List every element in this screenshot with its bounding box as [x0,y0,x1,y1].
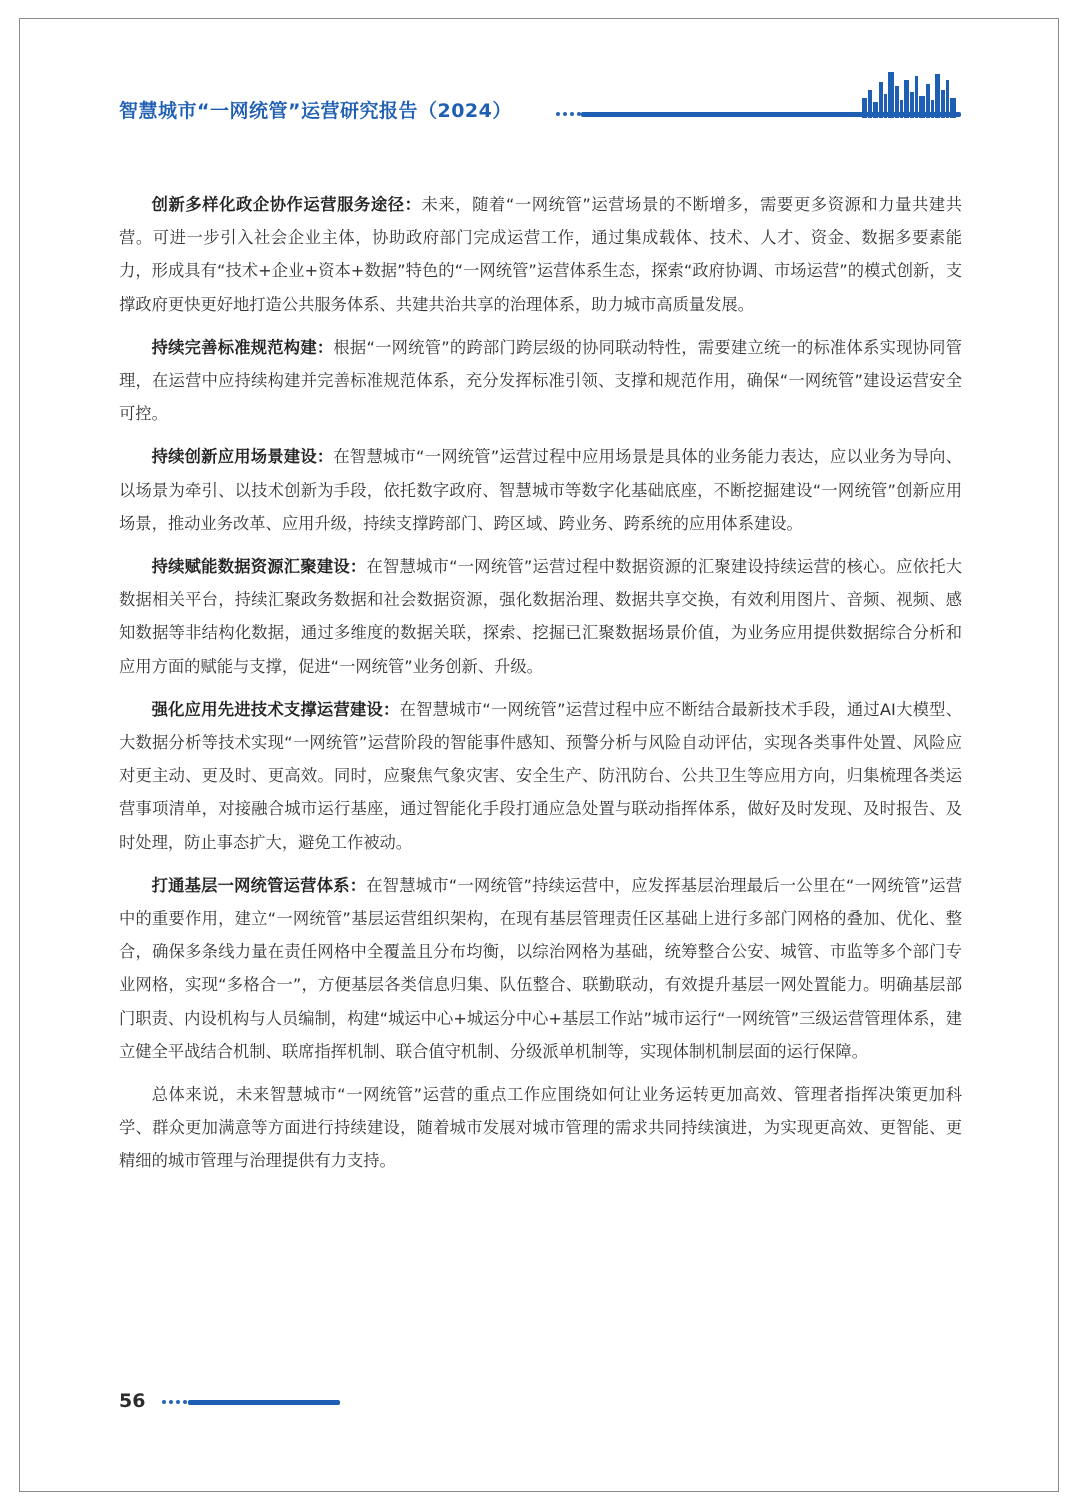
paragraph-diversified-cooperation [119,188,962,321]
page-number: 56 [119,1390,146,1412]
paragraph-heading: 持续创新应用场景建设： [151,447,334,467]
paragraph-grassroots-system [119,869,962,1068]
city-skyline-icon [860,70,960,118]
paragraph-data-resources [119,550,962,683]
main-content [119,188,962,1188]
paragraph-heading: 强化应用先进技术支撑运营建设： [151,699,400,719]
paragraph-heading: 创新多样化政企协作运营服务途径： [151,195,422,214]
paragraph-text: 在智慧城市“一网统管”运营过程中应用场景是具体的业务能力表达，应以业务为导向、以场景为牵引、以技术创新为手段，依托数字政府、智慧城市等数字化基础底座，不断挖掘建设“一网统管”创新应用场景，推动业务改革、应用升级，持续支撑跨部门、跨区域、跨业务、跨系统的应用体系建设。 [119,447,962,533]
footer-rule [188,1400,340,1405]
paragraph-text: 根据“一网统管”的跨部门跨层级的协同联动特性，需要建立统一的标准体系实现协同管理，在运营中应持续构建并完善标准规范体系，充分发挥标准引领、支撑和规范作用，确保“一网统管”建设运营安全可控。 [119,337,962,424]
paragraph-text: 在智慧城市“一网统管”持续运营中，应发挥基层治理最后一公里在“一网统管”运营中的重要作用，建立“一网统管”基层运营组织架构，在现有基层管理责任区基础上进行多部门网格的叠加、优化、整合，确保多条线力量在责任网格中全覆盖且分布均衡，以综治网格为基础，统筹整合公安、城管、市监等多个部门专业网格，实现“多格合一”，方便基层各类信息归集、队伍整合、联勤联动，有效提升基层一网处置能力。明确基层部门职责、内设机构与人员编制，构建“城运中心+城运分中心+基层工作站”城市运行“一网统管”三级运营管理体系，建立健全平战结合机制、联席指挥机制、联合值守机制、分级派单机制等，实现体制机制层面的运行保障。 [119,875,962,1061]
paragraph-text: 总体来说，未来智慧城市“一网统管”运营的重点工作应围绕如何让业务运转更加高效、管理者指挥决策更加科学、群众更加满意等方面进行持续建设，随着城市发展对城市管理的需求共同持续演进，为实现更高效、更智能、更精细的城市管理与治理提供有力支持。 [119,1085,962,1171]
paragraph-application-scenarios [119,440,962,540]
paragraph-summary [119,1078,962,1178]
paragraph-heading: 持续完善标准规范构建： [151,337,334,357]
paragraph-standards [119,331,962,431]
report-title: 智慧城市“一网统管”运营研究报告（2024） [119,100,512,122]
paragraph-text: 在智慧城市“一网统管”运营过程中应不断结合最新技术手段，通过AI大模型、大数据分析等技术实现“一网统管”运营阶段的智能事件感知、预警分析与风险自动评估，实现各类事件处置、风险应对更主动、更及时、更高效。同时，应聚焦气象灾害、安全生产、防汛防台、公共卫生等应用方向，归集梳理各类运营事项清单，对接融合城市运行基座，通过智能化手段打通应急处置与联动指挥体系，做好及时发现、及时报告、及时处理，防止事态扩大，避免工作被动。 [119,699,962,852]
paragraph-text: 未来，随着“一网统管”运营场景的不断增多，需要更多资源和力量共建共营。可进一步引入社会企业主体，协助政府部门完成运营工作，通过集成载体、技术、人才、资金、数据多要素能力，形成具有“技术+企业+资本+数据”特色的“一网统管”运营体系生态，探索“政府协调、市场运营”的模式创新，支撑政府更快更好地打造公共服务体系、共建共治共享的治理体系，助力城市高质量发展。 [119,195,962,314]
paragraph-advanced-technology [119,693,962,859]
paragraph-heading: 持续赋能数据资源汇聚建设： [151,557,367,577]
paragraph-text: 在智慧城市“一网统管”运营过程中数据资源的汇聚建设持续运营的核心。应依托大数据相关平台，持续汇聚政务数据和社会数据资源，强化数据治理、数据共享交换，有效利用图片、音频、视频、感知数据等非结构化数据，通过多维度的数据关联，探索、挖掘已汇聚数据场景价值，为业务应用提供数据综合分析和应用方面的赋能与支撑，促进“一网统管”业务创新、升级。 [119,557,962,676]
paragraph-heading: 打通基层一网统管运营体系： [151,875,367,895]
